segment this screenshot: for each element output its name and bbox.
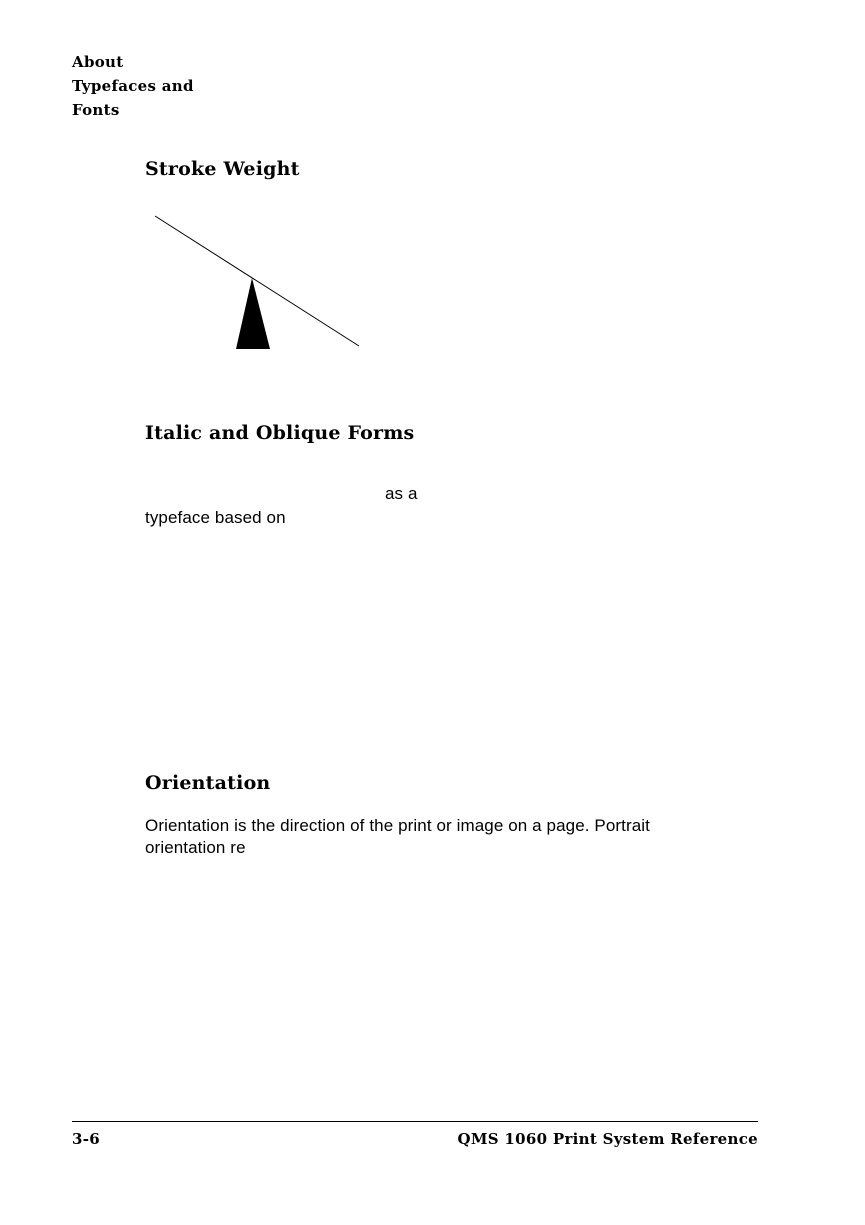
seesaw-fulcrum <box>236 278 270 349</box>
running-head <box>72 50 194 122</box>
running-head-line-3: Fonts <box>72 101 120 119</box>
italic-text-fragment-1: as a <box>385 484 418 503</box>
running-head-line-2: Typefaces and <box>72 77 194 95</box>
orientation-text-line-2: orientation re <box>145 838 246 857</box>
running-head-line-1: About <box>72 53 124 71</box>
seesaw-figure <box>150 210 370 355</box>
italic-oblique-heading: Italic and Oblique Forms <box>145 422 415 444</box>
footer-rule <box>72 1121 758 1122</box>
orientation-text-line-1: Orientation is the direction of the print or image on a page. Portrait <box>145 816 650 835</box>
footer-document-title: QMS 1060 Print System Reference <box>457 1130 758 1148</box>
footer-page-number: 3-6 <box>72 1130 100 1148</box>
stroke-weight-heading: Stroke Weight <box>145 158 300 180</box>
orientation-heading: Orientation <box>145 772 271 794</box>
italic-text-fragment-2: typeface based on <box>145 508 286 527</box>
